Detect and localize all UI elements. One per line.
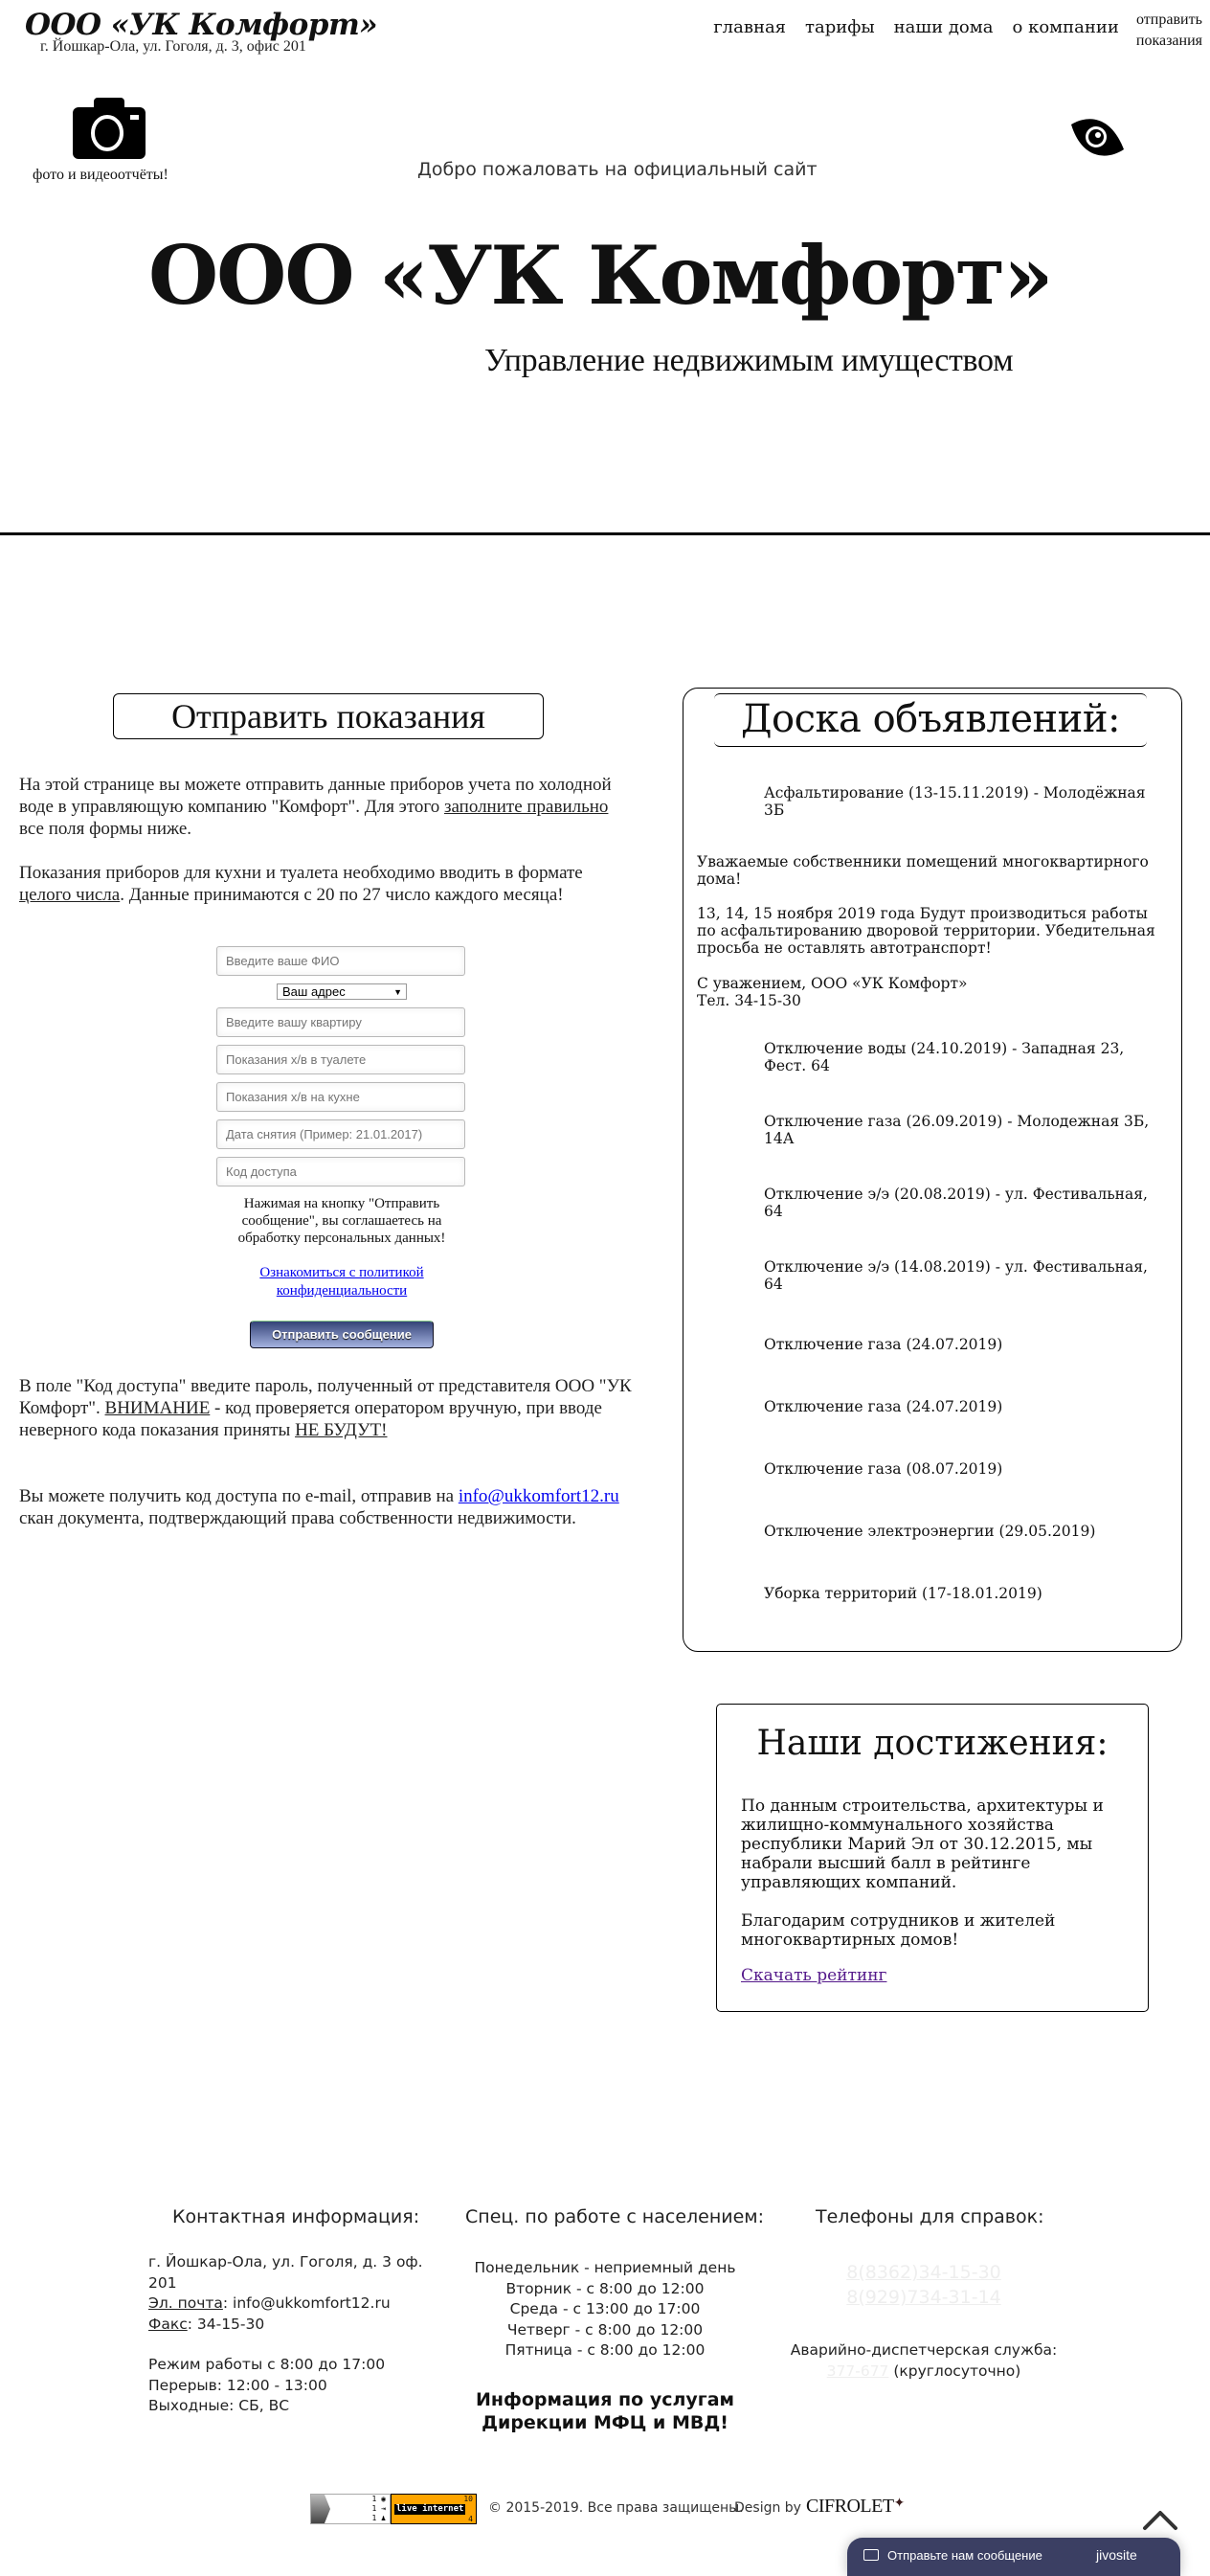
intro-text: Показания приборов для кухни и туалета необходимо вводить в формате (19, 863, 583, 883)
main-nav (704, 13, 1210, 52)
nav-our-houses[interactable]: наши дома (893, 17, 994, 37)
specialist-schedule (421, 2258, 789, 2361)
attention-text: ВНИМАНИЕ (104, 1398, 211, 1418)
privacy-policy (216, 1264, 467, 1300)
mfc-info-link[interactable]: Информация по услугам Дирекции МФЦ и МВД! (475, 2389, 735, 2433)
achievements-heading: Наши достижения: (756, 1724, 1109, 1763)
nav-send-readings[interactable] (1129, 10, 1210, 52)
intro-text: все поля формы ниже. (19, 819, 192, 839)
emergency-note: (круглосуточно) (888, 2361, 1021, 2380)
announcement-item[interactable]: Отключение газа (24.07.2019) (764, 1398, 1003, 1415)
email-note (19, 1485, 632, 1529)
phones-heading: Телефоны для справок: (816, 2206, 1044, 2227)
board-heading-box (714, 693, 1147, 747)
schedule-wednesday: Среда - с 13:00 до 17:00 (509, 2300, 701, 2317)
visitor-counter[interactable] (310, 2494, 391, 2524)
counter-visits: 1 (371, 2504, 377, 2513)
email-value[interactable]: : info@ukkomfort12.ru (222, 2294, 391, 2312)
announcement-item[interactable]: Асфальтирование (13-15.11.2019) - Молодёжная 3Б (764, 784, 1146, 819)
notice-sign: С уважением, ООО «УК Комфорт» (697, 975, 968, 992)
hero-title: ООО «УК Комфорт» (148, 228, 1052, 323)
nav-about[interactable]: о компании (1012, 17, 1119, 37)
contacts-fax (148, 2315, 426, 2336)
address-select-value: Ваш адрес (282, 984, 346, 999)
envelope-icon (863, 2549, 879, 2561)
readings-form (216, 946, 467, 1194)
specialist-heading: Спец. по работе с населением: (465, 2206, 765, 2227)
designer-logo[interactable] (806, 2496, 905, 2518)
liveinternet-top: 10 (463, 2495, 473, 2503)
contacts-heading: Контактная информация: (172, 2206, 420, 2227)
send-message-button[interactable]: Отправить сообщение (250, 1321, 434, 1348)
note-text: Вы можете получить код доступа по e-mail, отправив на (19, 1486, 459, 1506)
header-address: г. Йошкар-Ола, ул. Гоголя, д. 3, офис 201 (40, 38, 306, 55)
address-select[interactable] (277, 983, 407, 1000)
notice-body: 13, 14, 15 ноября 2019 года Будут производиться работы по асфальтированию дворовой территории. Убедительная просьба не оставлять автотранспорт! (697, 905, 1155, 957)
note-text: - код проверяется оператором вручную, при вводе неверного кода показания приняты (19, 1398, 602, 1440)
kitchen-reading-input[interactable] (216, 1082, 465, 1112)
flat-input[interactable] (216, 1007, 465, 1037)
announcement-item[interactable]: Отключение газа (24.07.2019) (764, 1336, 1003, 1353)
schedule-tuesday: Вторник - с 8:00 до 12:00 (505, 2279, 705, 2297)
counter-views: 1 (371, 2495, 377, 2503)
chat-widget[interactable] (847, 2538, 1180, 2576)
announcement-item[interactable]: Отключение э/э (14.08.2019) - ул. Фестивальная, 64 (764, 1258, 1148, 1293)
name-input[interactable] (216, 946, 465, 976)
emergency-service (766, 2340, 1082, 2382)
download-rating-link[interactable]: Скачать рейтинг (741, 1966, 887, 1985)
announcement-item[interactable]: Отключение газа (08.07.2019) (764, 1460, 1003, 1478)
notice-phone: Тел. 34-15-30 (697, 992, 801, 1009)
emergency-phone-link[interactable]: 377-677 (826, 2361, 889, 2380)
welcome-text: Добро пожаловать на официальный сайт (417, 159, 818, 180)
schedule-monday: Понедельник - неприемный день (474, 2259, 736, 2276)
liveinternet-bottom: 4 (468, 2515, 473, 2523)
counter-values: 1 ◉ 1 ⇥ 1 ♟ (371, 2495, 386, 2522)
site-logo[interactable]: ООО «УК Комфорт» (25, 8, 378, 42)
phone-link-2[interactable]: 8(929)734-31-14 (846, 2287, 1001, 2308)
intro-text: На этой странице вы можете отправить данные приборов учета по холодной воде в управляющую компанию "Комфорт". Для этого (19, 775, 612, 817)
emergency-label: Аварийно-диспетчерская служба: (790, 2341, 1058, 2359)
achievements-text: По данным строительства, архитектуры и жилищно-коммунального хозяйства республики Марий Эл от 30.12.2015, мы набрали высший балл в рейтинге управляющих компаний. (741, 1796, 1104, 1892)
intro-text: . Данные принимаются с 20 по 27 число каждого месяца! (120, 885, 564, 905)
date-input[interactable] (216, 1119, 465, 1149)
announcement-item[interactable]: Отключение газа (26.09.2019) - Молодежная 3Б, 14А (764, 1113, 1150, 1147)
camera-icon[interactable] (73, 96, 146, 159)
announcement-item[interactable]: Отключение электроэнергии (29.05.2019) (764, 1523, 1096, 1540)
access-code-input[interactable] (216, 1157, 465, 1186)
contacts-block (148, 2252, 426, 2417)
readings-intro-p1 (19, 774, 632, 840)
access-code-note (19, 1375, 632, 1441)
eye-icon[interactable] (1068, 117, 1128, 157)
privacy-policy-link[interactable]: Ознакомиться с политикой конфиденциальности (259, 1265, 424, 1299)
fax-label: Факс (148, 2315, 188, 2333)
note-text: скан документа, подтверждающий права собственности недвижимости. (19, 1508, 576, 1528)
butterfly-icon: ✦ (893, 2497, 905, 2511)
contacts-email (148, 2294, 426, 2315)
will-not-be-accepted-text: НЕ БУДУТ! (295, 1420, 388, 1440)
working-hours: Режим работы с 8:00 до 17:00 (148, 2356, 386, 2373)
readings-heading: Отправить показания (171, 697, 485, 735)
announcement-item[interactable]: Отключение э/э (20.08.2019) - ул. Фестивальная, 64 (764, 1186, 1148, 1220)
announcement-item[interactable]: Отключение воды (24.10.2019) - Западная 23, Фест. 64 (764, 1040, 1125, 1074)
phone-link-1[interactable]: 8(8362)34-15-30 (846, 2262, 1001, 2283)
design-by-label: Design by (734, 2500, 801, 2516)
dropdown-arrow-icon: ▼ (393, 986, 402, 997)
email-label: Эл. почта (148, 2294, 223, 2312)
copyright: © 2015-2019. Все права защищены. (488, 2500, 744, 2516)
nav-tariffs[interactable]: тарифы (805, 17, 875, 37)
chat-brand: jivosite (1096, 2547, 1137, 2563)
photo-video-reports-label[interactable]: фото и видеоотчёты! (33, 167, 168, 183)
email-link[interactable]: info@ukkomfort12.ru (458, 1486, 619, 1506)
achievements-thanks: Благодарим сотрудников и жителей многоквартирных домов! (741, 1911, 1056, 1950)
note-text: В поле "Код доступа" введите пароль, полученный от представителя ООО "УК Комфорт". (19, 1376, 632, 1418)
consent-text: Нажимая на кнопку "Отправить сообщение", вы соглашаетесь на обработку персональных данных! (237, 1196, 446, 1246)
schedule-friday: Пятница - с 8:00 до 12:00 (504, 2341, 706, 2359)
liveinternet-counter[interactable] (391, 2494, 477, 2524)
break-hours: Перерыв: 12:00 - 13:00 (148, 2376, 327, 2394)
readings-intro-p2 (19, 862, 632, 906)
board-heading: Доска объявлений: (741, 697, 1120, 741)
nav-home[interactable]: главная (713, 17, 787, 37)
weekend-days: Выходные: СБ, ВС (148, 2397, 290, 2414)
header-divider (0, 532, 1210, 535)
stats-icon (311, 2495, 330, 2523)
phones-list (785, 2260, 1063, 2310)
intro-emphasis: заполните правильно (443, 797, 609, 817)
intro-emphasis: целого числа (19, 885, 121, 905)
scroll-to-top-icon[interactable] (1141, 2507, 1179, 2536)
counter-visitors: 1 (371, 2514, 377, 2522)
fax-value: : 34-15-30 (187, 2315, 265, 2333)
announcement-board (683, 688, 1182, 1652)
toilet-reading-input[interactable] (216, 1045, 465, 1074)
contacts-address: г. Йошкар-Ола, ул. Гоголя, д. 3 оф. 201 (148, 2253, 423, 2292)
chat-label: Отправьте нам сообщение (887, 2548, 1042, 2563)
announcement-item[interactable]: Уборка территорий (17-18.01.2019) (764, 1585, 1042, 1602)
notice-greeting: Уважаемые собственники помещений многоквартирного дома! (697, 853, 1149, 888)
nav-send-readings-line2: показания (1135, 33, 1202, 49)
nav-send-readings-line1: отправить (1136, 11, 1202, 28)
readings-heading-box (113, 693, 544, 739)
hero-subtitle: Управление недвижимым имуществом (484, 343, 1014, 378)
liveinternet-logo: live internet (396, 2504, 464, 2514)
schedule-thursday: Четверг - с 8:00 до 12:00 (506, 2320, 704, 2339)
designer-name: CIFROLET (806, 2496, 894, 2517)
